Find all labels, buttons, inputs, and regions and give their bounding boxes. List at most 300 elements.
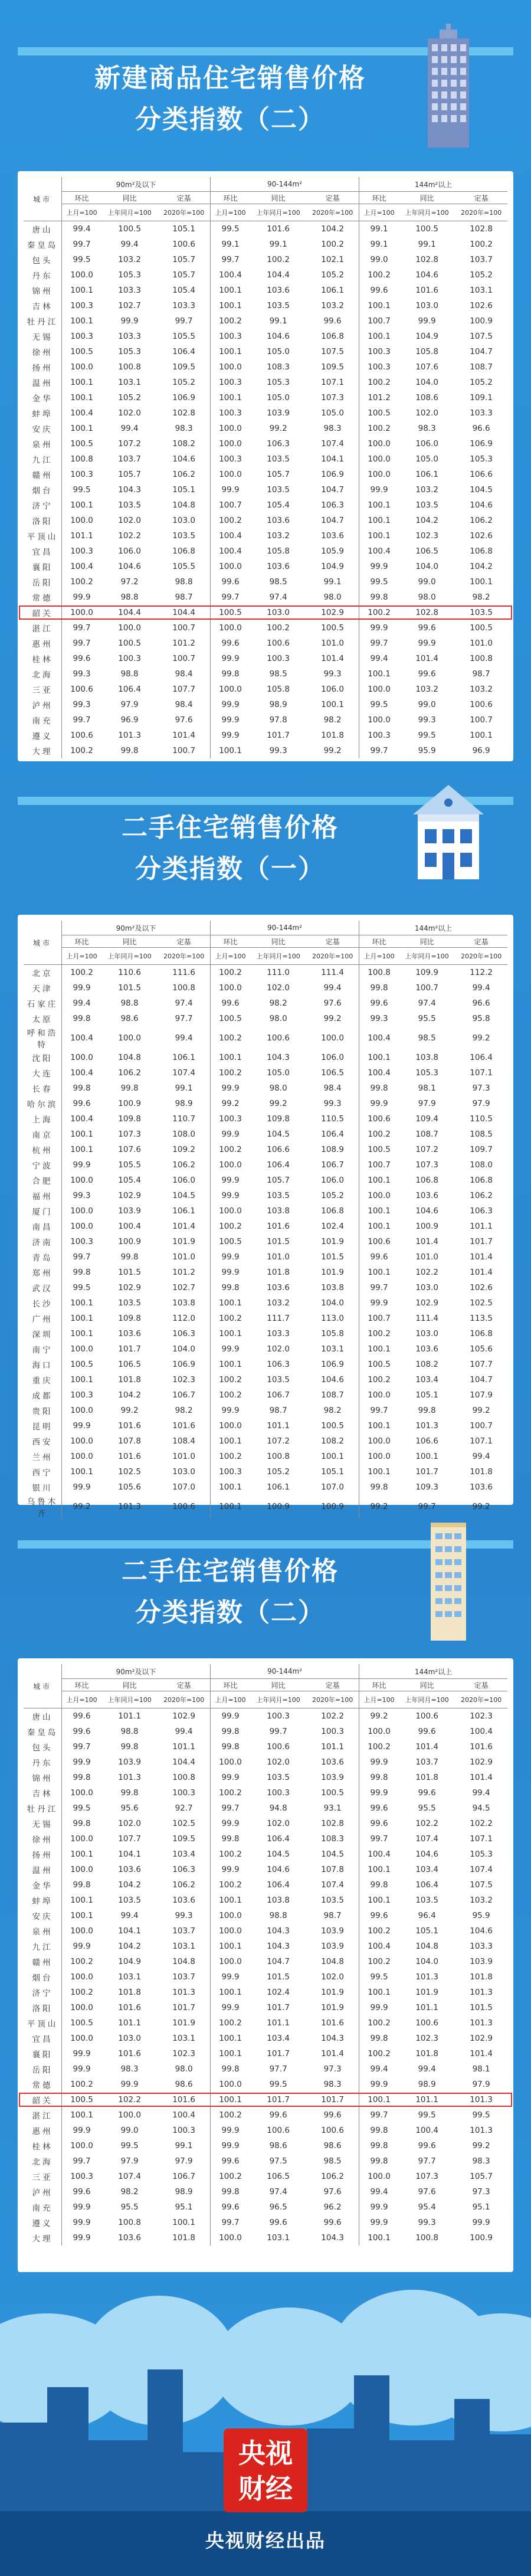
column-base-2020: 2020年=100	[306, 1691, 359, 1708]
index-value-cell: 103.9	[321, 1942, 344, 1951]
table-row	[24, 1065, 507, 1081]
index-value-cell: 97.9	[175, 2156, 193, 2166]
index-value-cell: 99.8	[120, 1252, 139, 1262]
city-name-cell: 韶关	[32, 2096, 53, 2106]
table-row	[24, 980, 507, 996]
index-value-cell: 99.2	[323, 1014, 342, 1023]
column-header-tongbi: 同比	[399, 1679, 455, 1691]
index-value-cell: 100.3	[62, 544, 102, 559]
index-value-cell: 100.3	[172, 2126, 195, 2135]
index-value-cell: 98.6	[269, 2141, 287, 2151]
index-value-cell: 100.4	[359, 1065, 399, 1081]
index-value-cell: 99.4	[175, 1727, 193, 1736]
column-header-city: 城市	[24, 177, 62, 221]
index-value-cell: 112.2	[470, 968, 493, 977]
index-value-cell: 104.6	[321, 1375, 344, 1384]
city-name-cell: 银川	[32, 1484, 53, 1493]
index-value-cell: 100.2	[359, 1326, 399, 1341]
index-value-cell: 99.2	[472, 1033, 490, 1043]
index-value-cell: 98.6	[323, 2141, 342, 2151]
index-value-cell: 98.3	[323, 424, 342, 433]
index-value-cell: 99.6	[418, 669, 436, 679]
index-value-cell: 100.1	[359, 497, 399, 513]
index-value-cell: 99.5	[211, 221, 251, 237]
index-value-cell: 99.8	[120, 746, 139, 755]
index-value-cell: 99.9	[211, 2000, 251, 2015]
index-value-cell: 109.4	[415, 1114, 438, 1124]
index-value-cell: 99.3	[323, 669, 342, 679]
index-value-cell: 99.6	[211, 574, 251, 590]
index-value-cell: 98.3	[175, 424, 193, 433]
index-value-cell: 101.5	[267, 1237, 290, 1246]
index-value-cell: 106.9	[172, 393, 195, 402]
city-name-cell: 桂林	[32, 2142, 53, 2152]
table-row	[24, 1096, 507, 1111]
column-header-tongbi: 同比	[101, 192, 158, 204]
index-value-cell: 102.0	[415, 408, 438, 418]
index-value-cell: 98.2	[175, 1406, 193, 1415]
city-name-cell: 安庆	[32, 425, 53, 434]
index-value-cell: 98.2	[472, 593, 490, 602]
index-value-cell: 100.2	[211, 1847, 251, 1862]
column-header-huanbi: 环比	[62, 1679, 102, 1691]
city-name-cell: 济南	[32, 1238, 53, 1248]
index-value-cell: 101.7	[267, 2003, 290, 2012]
index-value-cell: 99.9	[211, 1249, 251, 1265]
banner-title-line2: 分类指数（一）	[135, 854, 325, 884]
index-value-cell: 106.3	[172, 1865, 195, 1874]
index-value-cell: 100.0	[62, 1862, 102, 1877]
index-value-cell: 99.8	[359, 980, 399, 996]
index-value-cell: 99.2	[472, 1502, 490, 1511]
index-value-cell: 96.6	[472, 424, 490, 433]
index-value-cell: 100.1	[359, 2230, 399, 2246]
banner-title	[53, 1551, 407, 1639]
column-header-city: 城市	[24, 921, 62, 965]
city-name-cell: 大理	[32, 2234, 53, 2244]
index-value-cell: 99.8	[62, 1011, 102, 1026]
city-name-cell: 湛江	[32, 624, 53, 634]
index-value-cell: 100.1	[62, 497, 102, 513]
index-value-cell: 99.6	[359, 283, 399, 298]
index-value-cell: 100.0	[62, 1173, 102, 1188]
index-value-cell: 104.8	[321, 1957, 344, 1966]
index-value-cell: 99.9	[62, 1418, 102, 1433]
index-value-cell: 100.0	[62, 1785, 102, 1801]
index-value-cell: 105.5	[172, 332, 195, 341]
table-row	[24, 1127, 507, 1142]
index-value-cell: 104.1	[118, 1850, 141, 1859]
index-value-cell: 99.6	[323, 2218, 342, 2227]
index-value-cell: 105.1	[321, 1467, 344, 1477]
column-header-tongbi: 同比	[399, 192, 455, 204]
table-row	[24, 1357, 507, 1372]
index-value-cell: 99.1	[175, 2141, 193, 2151]
city-name-cell: 太原	[32, 1015, 53, 1024]
index-value-cell: 99.9	[211, 697, 251, 712]
index-value-cell: 99.5	[62, 1801, 102, 1816]
index-value-cell: 104.4	[172, 1757, 195, 1767]
index-value-cell: 100.0	[62, 1433, 102, 1449]
index-value-cell: 99.7	[62, 1739, 102, 1755]
index-value-cell: 97.7	[175, 1014, 193, 1023]
table-row	[24, 1249, 507, 1265]
index-value-cell: 98.8	[269, 1911, 287, 1920]
index-value-cell: 104.0	[415, 378, 438, 387]
section-banner	[18, 1517, 513, 1641]
city-name-cell: 牡丹江	[27, 318, 58, 327]
table-row	[24, 2031, 507, 2046]
index-value-cell: 100.2	[359, 375, 399, 390]
table-row	[24, 1219, 507, 1234]
index-value-cell: 100.0	[62, 359, 102, 375]
city-name-cell: 南充	[32, 716, 53, 726]
index-value-cell: 98.1	[472, 2064, 490, 2074]
index-value-cell: 101.1	[267, 1421, 290, 1431]
column-base-last-year: 上年同月=100	[101, 204, 158, 221]
table-row	[24, 436, 507, 451]
index-value-cell: 98.4	[323, 1084, 342, 1093]
index-value-cell: 108.2	[321, 1436, 344, 1446]
index-value-cell: 106.2	[470, 516, 493, 525]
index-value-cell: 99.6	[418, 623, 436, 633]
city-name-cell: 大连	[32, 1069, 53, 1079]
index-value-cell: 100.0	[359, 1188, 399, 1203]
index-value-cell: 104.9	[415, 332, 438, 341]
column-base-last-year: 上年同月=100	[101, 948, 158, 965]
index-value-cell: 103.9	[470, 1957, 493, 1966]
index-value-cell: 102.0	[267, 1344, 290, 1354]
index-value-cell: 100.0	[359, 467, 399, 482]
index-value-cell: 103.1	[172, 1942, 195, 1951]
banner-title-line2: 分类指数（二）	[135, 1598, 325, 1628]
index-value-cell: 100.1	[359, 1418, 399, 1433]
index-value-cell: 101.7	[267, 2095, 290, 2104]
index-value-cell: 99.9	[359, 2077, 399, 2092]
index-value-cell: 96.9	[120, 715, 139, 725]
table-row	[24, 344, 507, 359]
index-value-cell: 107.4	[321, 1880, 344, 1890]
table-row	[24, 1280, 507, 1295]
index-value-cell: 103.9	[321, 1773, 344, 1782]
price-index-table	[24, 921, 507, 1518]
index-value-cell: 109.2	[172, 1145, 195, 1154]
index-value-cell: 100.1	[62, 1142, 102, 1157]
index-value-cell: 100.1	[211, 283, 251, 298]
city-name-cell: 惠州	[32, 640, 53, 649]
table-row	[24, 728, 507, 743]
index-value-cell: 103.5	[321, 1896, 344, 1905]
index-value-cell: 110.6	[118, 968, 141, 977]
index-value-cell: 100.5	[321, 1788, 344, 1798]
index-value-cell: 100.3	[211, 375, 251, 390]
index-value-cell: 99.9	[211, 651, 251, 666]
index-value-cell: 100.6	[172, 1502, 195, 1511]
index-value-cell: 102.6	[470, 301, 493, 310]
index-value-cell: 98.8	[120, 999, 139, 1008]
table-row	[24, 2184, 507, 2199]
index-value-cell: 100.1	[359, 1173, 399, 1188]
index-value-cell: 99.5	[359, 574, 399, 590]
index-value-cell: 95.4	[418, 2202, 436, 2212]
column-header-tongbi: 同比	[250, 935, 306, 948]
index-value-cell: 106.6	[415, 1436, 438, 1446]
logo-line1: 央视	[238, 2437, 293, 2469]
index-value-cell: 104.6	[415, 1206, 438, 1216]
index-value-cell: 100.2	[211, 1372, 251, 1387]
index-value-cell: 104.8	[415, 1942, 438, 1951]
index-value-cell: 101.9	[321, 1988, 344, 1997]
index-value-cell: 100.1	[470, 577, 493, 587]
index-value-cell: 101.8	[415, 1773, 438, 1782]
index-value-cell: 99.6	[418, 1788, 436, 1798]
index-value-cell: 101.4	[321, 2049, 344, 2058]
index-value-cell: 102.9	[470, 1757, 493, 1767]
index-value-cell: 100.4	[211, 267, 251, 283]
index-value-cell: 103.5	[267, 1773, 290, 1782]
index-value-cell: 97.7	[418, 2156, 436, 2166]
index-value-cell: 101.4	[415, 654, 438, 663]
index-value-cell: 100.2	[211, 2107, 251, 2123]
index-value-cell: 100.6	[470, 700, 493, 709]
table-row	[24, 1326, 507, 1341]
index-value-cell: 108.0	[172, 1130, 195, 1139]
index-value-cell: 101.7	[118, 1344, 141, 1354]
index-value-cell: 100.1	[211, 1295, 251, 1311]
index-value-cell: 101.8	[267, 1268, 290, 1277]
table-row	[24, 1847, 507, 1862]
index-value-cell: 109.8	[267, 1114, 290, 1124]
city-name-cell: 徐州	[32, 1835, 53, 1845]
index-value-cell: 107.4	[470, 1865, 493, 1874]
index-value-cell: 100.0	[118, 2110, 141, 2120]
table-row	[24, 221, 507, 237]
city-name-cell: 九江	[32, 1943, 53, 1952]
index-value-cell: 106.8	[470, 1176, 493, 1185]
index-value-cell: 100.0	[211, 1755, 251, 1770]
index-value-cell: 106.3	[267, 439, 290, 449]
index-value-cell: 107.4	[415, 1834, 438, 1844]
column-base-last-year: 上年同月=100	[250, 948, 306, 965]
index-value-cell: 102.3	[415, 531, 438, 541]
table-row	[24, 1923, 507, 1939]
index-value-cell: 98.0	[323, 593, 342, 602]
index-value-cell: 99.4	[120, 1911, 139, 1920]
index-value-cell: 99.8	[359, 2031, 399, 2046]
index-value-cell: 100.0	[211, 421, 251, 436]
index-value-cell: 107.4	[321, 439, 344, 449]
index-value-cell: 100.4	[62, 559, 102, 574]
index-value-cell: 100.1	[211, 1939, 251, 1954]
index-value-cell: 100.2	[211, 1065, 251, 1081]
index-value-cell: 103.8	[321, 1283, 344, 1292]
index-value-cell: 99.4	[62, 996, 102, 1011]
table-row	[24, 497, 507, 513]
index-value-cell: 100.6	[321, 2126, 344, 2135]
index-value-cell: 101.6	[470, 1742, 493, 1752]
table-row	[24, 482, 507, 497]
index-value-cell: 97.4	[269, 2187, 287, 2197]
index-value-cell: 107.1	[470, 1834, 493, 1844]
index-value-cell: 104.4	[172, 608, 195, 617]
index-value-cell: 99.9	[211, 1188, 251, 1203]
index-value-cell: 97.9	[418, 1099, 436, 1108]
index-value-cell: 104.7	[470, 347, 493, 356]
index-value-cell: 105.2	[172, 378, 195, 387]
index-value-cell: 100.8	[118, 2218, 141, 2227]
index-value-cell: 99.1	[359, 221, 399, 237]
index-value-cell: 101.6	[321, 2018, 344, 2028]
column-base-last-year: 上年同月=100	[399, 204, 455, 221]
index-value-cell: 106.4	[118, 685, 141, 694]
index-value-cell: 97.3	[472, 1084, 490, 1093]
index-value-cell: 100.1	[62, 1311, 102, 1326]
index-value-cell: 100.1	[359, 1985, 399, 2000]
index-value-cell: 101.8	[118, 1988, 141, 1997]
table-row	[24, 1403, 507, 1418]
index-value-cell: 107.0	[172, 1482, 195, 1492]
index-value-cell: 106.8	[470, 546, 493, 556]
index-value-cell: 108.0	[470, 1160, 493, 1170]
index-value-cell: 100.2	[359, 1923, 399, 1939]
index-value-cell: 100.3	[211, 451, 251, 467]
index-value-cell: 102.8	[172, 408, 195, 418]
index-value-cell: 100.2	[211, 1449, 251, 1464]
city-name-cell: 牡丹江	[27, 1805, 58, 1814]
table-row	[24, 1341, 507, 1357]
index-value-cell: 100.7	[415, 983, 438, 993]
index-value-cell: 100.3	[62, 329, 102, 344]
index-value-cell: 100.1	[359, 1265, 399, 1280]
index-value-cell: 100.1	[211, 298, 251, 313]
column-group-header: 90-144m²	[211, 177, 359, 192]
column-header-huanbi: 环比	[359, 935, 399, 948]
index-value-cell: 103.9	[118, 1206, 141, 1216]
index-value-cell: 100.1	[62, 1464, 102, 1480]
index-value-cell: 100.0	[62, 513, 102, 528]
table-row	[24, 697, 507, 712]
column-group-header: 90m²及以下	[62, 1664, 211, 1679]
index-value-cell: 100.0	[62, 2138, 102, 2153]
index-value-cell: 99.9	[418, 639, 436, 648]
index-value-cell: 99.7	[359, 1403, 399, 1418]
city-name-cell: 温州	[32, 379, 53, 388]
table-row	[24, 390, 507, 405]
index-value-cell: 103.5	[267, 454, 290, 464]
index-value-cell: 100.5	[118, 639, 141, 648]
index-value-cell: 99.2	[269, 1099, 287, 1108]
index-value-cell: 101.7	[321, 2095, 344, 2104]
index-value-cell: 108.2	[172, 439, 195, 449]
index-value-cell: 100.4	[118, 1222, 141, 1231]
index-value-cell: 100.0	[118, 1033, 141, 1043]
table-row	[24, 451, 507, 467]
index-value-cell: 99.8	[359, 2123, 399, 2138]
index-value-cell: 111.6	[172, 968, 195, 977]
index-value-cell: 100.4	[62, 1111, 102, 1127]
price-index-table	[24, 1664, 507, 2246]
index-value-cell: 101.9	[321, 1237, 344, 1246]
index-value-cell: 107.7	[118, 1834, 141, 1844]
index-value-cell: 105.7	[267, 470, 290, 479]
index-value-cell: 106.2	[470, 1191, 493, 1200]
index-value-cell: 99.8	[62, 1081, 102, 1096]
price-index-table	[24, 177, 507, 758]
index-value-cell: 99.8	[359, 1480, 399, 1495]
index-value-cell: 95.8	[472, 1014, 490, 1023]
index-value-cell: 103.0	[415, 301, 438, 310]
index-value-cell: 103.6	[321, 1757, 344, 1767]
column-header-huanbi: 环比	[62, 192, 102, 204]
index-value-cell: 100.6	[267, 1742, 290, 1752]
column-group-header: 90m²及以下	[62, 177, 211, 192]
index-value-cell: 103.7	[470, 255, 493, 264]
city-name-cell: 长沙	[32, 1300, 53, 1309]
table-row	[24, 1862, 507, 1877]
table-row	[24, 1801, 507, 1816]
index-value-cell: 104.3	[267, 1926, 290, 1936]
index-value-cell: 106.3	[321, 500, 344, 510]
index-value-cell: 103.0	[415, 1283, 438, 1292]
index-value-cell: 99.5	[359, 1969, 399, 1985]
city-name-cell: 福州	[32, 1192, 53, 1202]
index-value-cell: 100.0	[211, 682, 251, 697]
index-value-cell: 99.9	[211, 712, 251, 728]
index-value-cell: 100.3	[211, 1464, 251, 1480]
index-value-cell: 101.1	[118, 2018, 141, 2028]
index-value-cell: 104.5	[321, 1850, 344, 1859]
index-value-cell: 101.3	[118, 1502, 141, 1511]
index-value-cell: 100.2	[211, 1142, 251, 1157]
index-value-cell: 99.3	[62, 1188, 102, 1203]
index-value-cell: 103.5	[415, 1896, 438, 1905]
table-row	[24, 605, 507, 620]
index-value-cell: 100.1	[359, 1464, 399, 1480]
index-value-cell: 101.0	[172, 1252, 195, 1262]
index-value-cell: 102.8	[415, 255, 438, 264]
table-row	[24, 590, 507, 605]
index-value-cell: 99.9	[62, 2230, 102, 2246]
index-value-cell: 103.2	[267, 1298, 290, 1308]
column-base-2020: 2020年=100	[306, 204, 359, 221]
index-value-cell: 98.6	[120, 1014, 139, 1023]
index-value-cell: 102.6	[470, 1283, 493, 1292]
table-row	[24, 1969, 507, 1985]
index-value-cell: 101.4	[415, 1742, 438, 1752]
index-value-cell: 99.2	[359, 1495, 399, 1518]
index-value-cell: 100.5	[415, 224, 438, 234]
column-base-last-year: 上年同月=100	[399, 948, 455, 965]
index-value-cell: 103.6	[321, 531, 344, 541]
table-row	[24, 252, 507, 267]
index-value-cell: 106.2	[118, 1068, 141, 1078]
index-value-cell: 100.1	[211, 390, 251, 405]
index-value-cell: 106.4	[321, 1130, 344, 1139]
index-value-cell: 100.4	[62, 1026, 102, 1050]
column-header-dingji: 定基	[455, 192, 507, 204]
index-value-cell: 100.1	[62, 1372, 102, 1387]
index-value-cell: 97.8	[269, 715, 287, 725]
index-value-cell: 102.4	[321, 1222, 344, 1231]
index-value-cell: 101.2	[172, 639, 195, 648]
index-value-cell: 101.1	[62, 528, 102, 544]
index-value-cell: 95.5	[120, 2202, 139, 2212]
index-value-cell: 98.9	[418, 2080, 436, 2089]
index-value-cell: 99.8	[211, 666, 251, 682]
index-value-cell: 103.6	[118, 1329, 141, 1338]
city-name-cell: 乌鲁木齐	[27, 1497, 58, 1518]
index-value-cell: 100.8	[62, 451, 102, 467]
